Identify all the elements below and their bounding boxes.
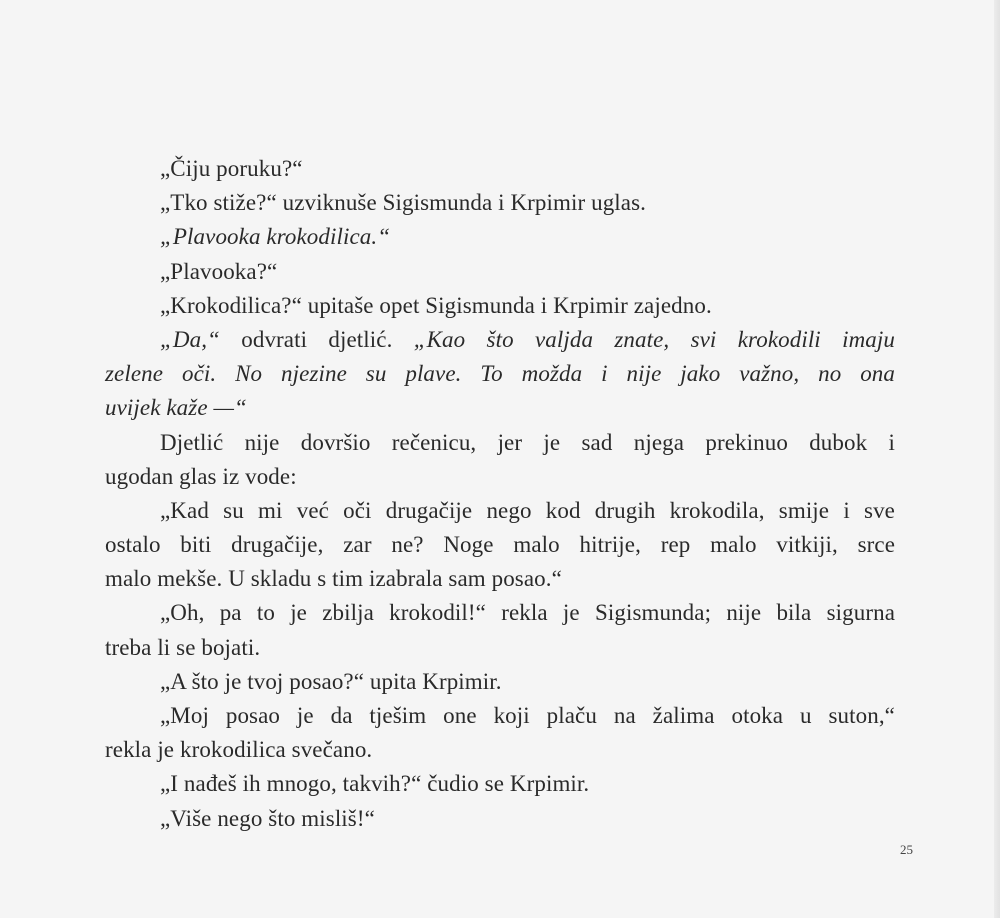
text-line: „A što je tvoj posao?“ upita Krpimir.: [160, 668, 502, 694]
text-line: „Tko stiže?“ uzviknuše Sigismunda i Krpimir uglas.: [160, 190, 646, 216]
text-line: „Plavooka krokodilica.“: [160, 224, 391, 250]
page-number: 25: [900, 842, 913, 857]
text-line: ugodan glas iz vode:: [105, 463, 297, 489]
text-line: „Više nego što misliš!“: [160, 805, 375, 831]
text-line: malo mekše. U skladu s tim izabrala sam posao.“: [105, 566, 562, 592]
text-line: „Čiju poruku?“: [160, 156, 303, 181]
page-edge: [994, 0, 1000, 918]
text-line: uvijek kaže —“: [105, 395, 247, 421]
story-text: [105, 152, 895, 836]
text-segment: odvrati djetlić.: [219, 326, 414, 352]
text-line: ostalo biti drugačije, zar ne? Noge malo hitrije, rep malo vitkiji, srce: [105, 532, 895, 558]
text-line: „I nađeš ih mnogo, takvih?“ čudio se Krpimir.: [160, 771, 590, 797]
text-line: treba li se bojati.: [105, 634, 261, 660]
text-segment: „Da,“: [160, 326, 220, 352]
text-line: „Krokodilica?“ upitaše opet Sigismunda i Krpimir zajedno.: [160, 292, 712, 318]
text-segment: „Kao što valjda znate, svi krokodili imaju: [413, 326, 895, 352]
text-line: [105, 323, 895, 357]
text-line: Djetlić nije dovršio rečenicu, jer je sad njega prekinuo dubok i: [160, 429, 895, 455]
text-line: „Oh, pa to je zbilja krokodil!“ rekla je Sigismunda; nije bila sigurna: [160, 600, 895, 626]
text-line: „Plavooka?“: [160, 258, 278, 284]
text-line: zelene oči. No njezine su plave. To možda i nije jako važno, no ona: [105, 361, 895, 387]
text-line: „Moj posao je da tješim one koji plaču na žalima otoka u suton,“: [160, 703, 895, 728]
text-line: „Kad su mi već oči drugačije nego kod drugih krokodila, smije i sve: [160, 497, 895, 523]
text-line: rekla je krokodilica svečano.: [105, 737, 373, 763]
